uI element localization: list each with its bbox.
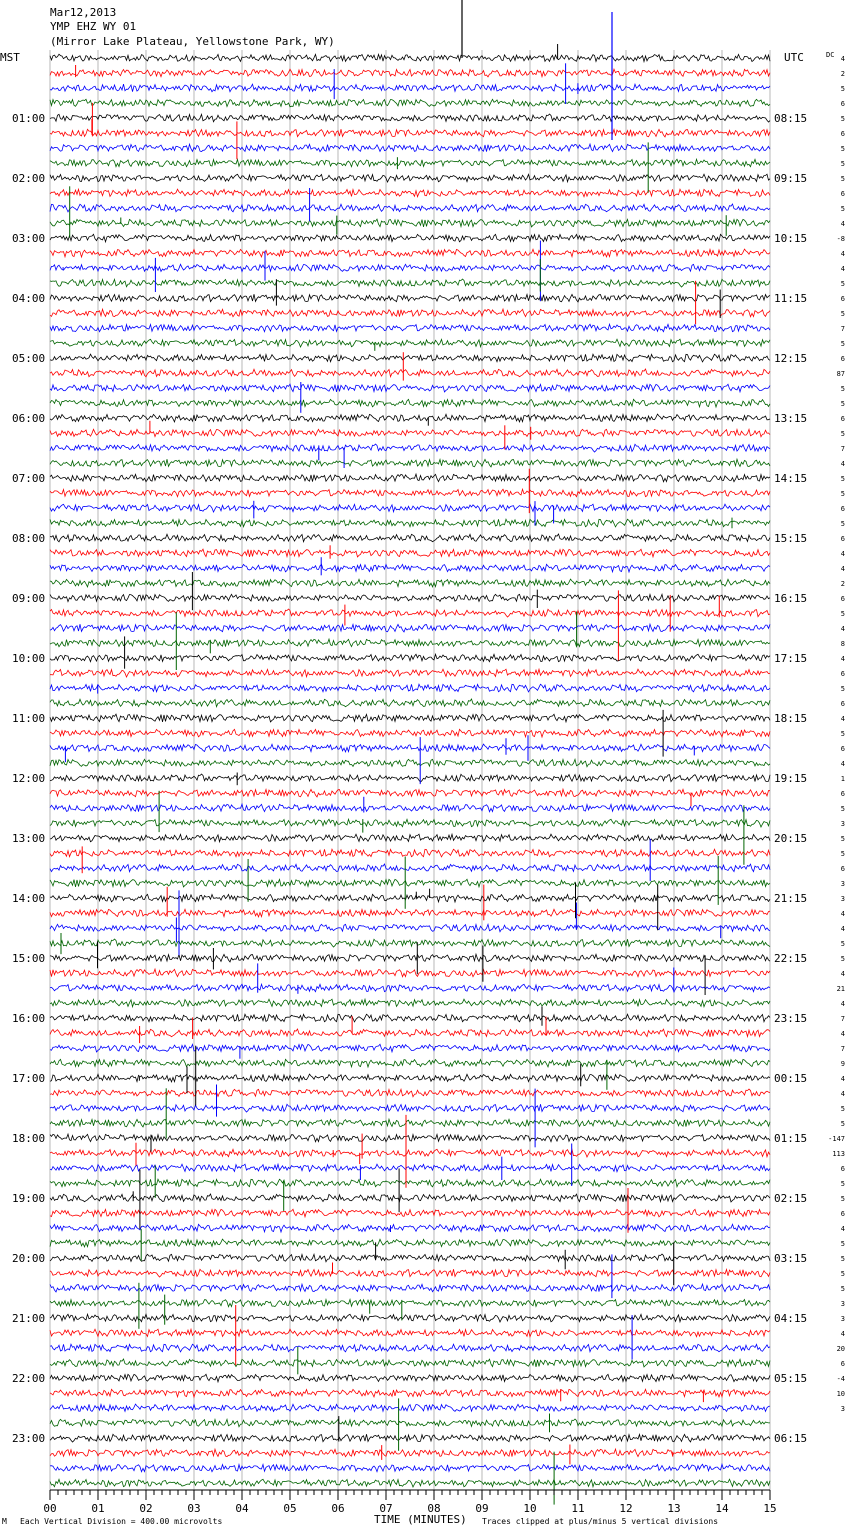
dc-offset-value: 6 [840, 415, 845, 423]
seismic-trace [50, 1164, 770, 1172]
dc-offset-value: 4 [840, 250, 845, 258]
seismic-trace [50, 834, 770, 842]
seismic-trace [50, 924, 770, 931]
left-hour-label: 22:00 [12, 1372, 46, 1385]
dc-offset-value: 6 [840, 865, 845, 873]
seismic-trace [50, 1209, 770, 1217]
left-hour-label: 19:00 [12, 1192, 46, 1205]
dc-offset-value: 4 [840, 1075, 845, 1083]
seismic-trace [50, 1074, 770, 1082]
dc-offset-value: 21 [836, 985, 845, 993]
dc-offset-value: 6 [840, 535, 845, 543]
footer-left-mark: M [2, 1517, 7, 1526]
dc-offset-value: 3 [840, 1315, 845, 1323]
dc-offset-value: 20 [836, 1345, 845, 1353]
left-hour-label: 10:00 [12, 652, 46, 665]
dc-offset-value: 5 [840, 160, 845, 168]
dc-offset-value: 4 [840, 1000, 845, 1008]
seismic-trace [50, 684, 770, 692]
seismic-trace [50, 639, 770, 647]
seismic-trace [50, 324, 770, 331]
dc-offset-value: 5 [840, 430, 845, 438]
minute-gridlines [50, 50, 770, 1490]
dc-offset-value: 5 [840, 835, 845, 843]
seismic-trace [50, 789, 770, 797]
seismic-trace [50, 1254, 770, 1262]
seismic-trace [50, 909, 770, 917]
header-station: YMP EHZ WY 01 [50, 20, 137, 33]
seismic-trace [50, 864, 770, 872]
dc-offset-value: -147 [828, 1135, 845, 1143]
dc-label: DC [826, 51, 835, 59]
seismic-trace [50, 1059, 770, 1067]
dc-offset-value: 6 [840, 1360, 845, 1368]
dc-offset-value: 5 [840, 610, 845, 618]
footer-scale-note: Each Vertical Division = 400.00 microvolts [20, 1517, 223, 1526]
right-hour-label: 04:15 [774, 1312, 808, 1325]
right-hour-label: 14:15 [774, 472, 808, 485]
seismic-trace [50, 534, 770, 542]
seismic-trace [50, 969, 770, 977]
dc-offset-value: 5 [840, 1255, 845, 1263]
seismic-trace [50, 264, 770, 271]
dc-offset-value: 4 [840, 220, 845, 228]
dc-offset-value: 5 [840, 520, 845, 528]
seismic-trace [50, 939, 770, 947]
left-hour-labels [12, 112, 45, 1445]
seismic-trace [50, 1374, 770, 1382]
dc-offset-value: 5 [840, 145, 845, 153]
dc-offset-value: 5 [840, 280, 845, 288]
dc-offset-value: 4 [840, 760, 845, 768]
x-tick-label: 09 [475, 1502, 489, 1515]
left-hour-label: 18:00 [12, 1132, 46, 1145]
seismic-trace [50, 1014, 770, 1022]
seismic-trace [50, 1179, 770, 1187]
seismic-trace [50, 249, 770, 257]
seismic-trace [50, 1134, 770, 1142]
seismic-trace [50, 819, 770, 827]
seismic-trace [50, 1449, 770, 1457]
x-tick-label: 00 [43, 1502, 57, 1515]
dc-offset-value: 5 [840, 940, 845, 948]
left-hour-label: 05:00 [12, 352, 46, 365]
right-hour-label: 22:15 [774, 952, 808, 965]
dc-offset-value: 2 [840, 580, 845, 588]
dc-offset-value: 4 [840, 1090, 845, 1098]
seismic-trace [50, 219, 770, 227]
dc-offset-value: 6 [840, 190, 845, 198]
seismic-trace [50, 369, 770, 377]
seismic-trace [50, 444, 770, 452]
dc-offset-value: 113 [832, 1150, 845, 1158]
seismic-trace [50, 669, 770, 677]
left-hour-label: 04:00 [12, 292, 46, 305]
dc-offset-value: 5 [840, 85, 845, 93]
x-axis-title: TIME (MINUTES) [374, 1513, 467, 1526]
x-tick-label: 01 [91, 1502, 105, 1515]
right-hour-label: 02:15 [774, 1192, 808, 1205]
seismic-trace [50, 894, 770, 902]
seismic-trace [50, 69, 770, 77]
dc-offset-value: 8 [840, 640, 845, 648]
dc-offset-value: 6 [840, 700, 845, 708]
dc-offset-value: 3 [840, 880, 845, 888]
dc-offset-value: 4 [840, 655, 845, 663]
dc-offset-value: 6 [840, 295, 845, 303]
seismic-trace [50, 564, 770, 572]
seismic-traces [50, 54, 770, 1487]
left-hour-label: 17:00 [12, 1072, 46, 1085]
left-timezone-label: MST [0, 51, 20, 64]
dc-offset-value: 3 [840, 1300, 845, 1308]
dc-offset-value: 6 [840, 790, 845, 798]
seismic-trace [50, 1329, 770, 1337]
dc-offset-value: 4 [840, 550, 845, 558]
x-tick-label: 06 [331, 1502, 345, 1515]
dc-offset-value: 6 [840, 670, 845, 678]
seismic-trace [50, 549, 770, 557]
right-hour-label: 23:15 [774, 1012, 808, 1025]
dc-offset-value: 5 [840, 1270, 845, 1278]
seismic-trace [50, 489, 770, 496]
x-tick-label: 14 [715, 1502, 729, 1515]
seismic-trace [50, 594, 770, 601]
dc-offset-value: 6 [840, 1210, 845, 1218]
right-hour-label: 13:15 [774, 412, 808, 425]
dc-offset-value: 6 [840, 595, 845, 603]
dc-offset-value: 5 [840, 1240, 845, 1248]
x-tick-label: 07 [379, 1502, 393, 1515]
dc-offset-value: 6 [840, 100, 845, 108]
seismic-trace [50, 1464, 770, 1471]
x-tick-label: 02 [139, 1502, 153, 1515]
seismic-trace [50, 609, 770, 617]
seismic-trace [50, 1029, 770, 1037]
dc-offset-value: 5 [840, 730, 845, 738]
dc-offset-value: 3 [840, 820, 845, 828]
right-hour-label: 21:15 [774, 892, 808, 905]
seismic-trace [50, 954, 770, 962]
seismic-trace [50, 654, 770, 661]
dc-offset-value: 5 [840, 1285, 845, 1293]
seismic-trace [50, 459, 770, 467]
dc-offset-value: 5 [840, 1195, 845, 1203]
seismic-trace [50, 1404, 770, 1412]
seismic-trace [50, 1104, 770, 1112]
left-hour-label: 06:00 [12, 412, 46, 425]
event-spikes [61, 0, 744, 1505]
dc-offset-value: 6 [840, 745, 845, 753]
seismic-trace [50, 1119, 770, 1127]
seismic-trace [50, 84, 770, 92]
dc-offset-value: 4 [840, 460, 845, 468]
x-tick-label: 15 [763, 1502, 777, 1515]
right-hour-label: 10:15 [774, 232, 808, 245]
seismic-trace [50, 279, 770, 287]
seismic-trace [50, 129, 770, 137]
x-tick-label: 04 [235, 1502, 249, 1515]
right-hour-label: 09:15 [774, 172, 808, 185]
left-hour-label: 12:00 [12, 772, 46, 785]
dc-offset-value: 7 [840, 1045, 845, 1053]
seismic-trace [50, 1089, 770, 1097]
x-tick-label: 05 [283, 1502, 297, 1515]
seismic-trace [50, 1434, 770, 1442]
dc-offset-value: 4 [840, 625, 845, 633]
seismic-trace [50, 504, 770, 512]
seismic-trace [50, 1359, 770, 1367]
seismic-trace [50, 984, 770, 992]
left-hour-label: 20:00 [12, 1252, 46, 1265]
dc-offset-value: 9 [840, 1060, 845, 1068]
right-hour-label: 03:15 [774, 1252, 808, 1265]
seismic-trace [50, 204, 770, 212]
dc-offset-value: 7 [840, 1015, 845, 1023]
dc-offset-value: 6 [840, 355, 845, 363]
seismic-trace [50, 1194, 770, 1202]
left-hour-label: 15:00 [12, 952, 46, 965]
seismic-trace [50, 1239, 770, 1247]
right-hour-label: 01:15 [774, 1132, 808, 1145]
right-hour-label: 08:15 [774, 112, 808, 125]
seismic-trace [50, 159, 770, 166]
seismic-trace [50, 1479, 770, 1487]
seismic-trace [50, 1269, 770, 1277]
dc-offset-value: 4 [840, 565, 845, 573]
dc-offset-value: 4 [840, 970, 845, 978]
seismic-trace [50, 429, 770, 436]
seismic-trace [50, 714, 770, 722]
left-hour-label: 11:00 [12, 712, 46, 725]
left-hour-label: 16:00 [12, 1012, 46, 1025]
x-tick-label: 13 [667, 1502, 681, 1515]
seismic-trace [50, 354, 770, 362]
dc-offset-value: 3 [840, 895, 845, 903]
dc-offset-value: 5 [840, 115, 845, 123]
dc-offset-value: 6 [840, 1165, 845, 1173]
left-hour-label: 03:00 [12, 232, 46, 245]
dc-offset-value: 7 [840, 325, 845, 333]
right-hour-label: 05:15 [774, 1372, 808, 1385]
right-hour-label: 18:15 [774, 712, 808, 725]
dc-offset-value: 5 [840, 205, 845, 213]
dc-offset-value: 4 [840, 1225, 845, 1233]
dc-offset-value: 7 [840, 445, 845, 453]
x-axis [43, 1490, 776, 1515]
seismic-trace [50, 399, 770, 407]
dc-offset-value: 5 [840, 490, 845, 498]
seismic-trace [50, 519, 770, 527]
left-hour-label: 13:00 [12, 832, 46, 845]
seismic-trace [50, 1419, 770, 1427]
right-hour-label: 15:15 [774, 532, 808, 545]
dc-offset-value: 5 [840, 1120, 845, 1128]
right-hour-label: 20:15 [774, 832, 808, 845]
seismic-trace [50, 999, 770, 1007]
dc-offset-value: 6 [840, 130, 845, 138]
left-hour-label: 01:00 [12, 112, 46, 125]
left-hour-label: 14:00 [12, 892, 46, 905]
seismic-trace [50, 1284, 770, 1292]
seismic-trace [50, 804, 770, 812]
left-hour-label: 07:00 [12, 472, 46, 485]
dc-offset-value: 5 [840, 1105, 845, 1113]
right-hour-label: 17:15 [774, 652, 808, 665]
left-hour-label: 02:00 [12, 172, 46, 185]
dc-offset-value: 4 [840, 1030, 845, 1038]
dc-offset-value: 3 [840, 1405, 845, 1413]
left-hour-label: 09:00 [12, 592, 46, 605]
seismic-trace [50, 744, 770, 752]
dc-offset-values [828, 55, 845, 1413]
seismic-trace [50, 1300, 770, 1307]
header-location: (Mirror Lake Plateau, Yellowstone Park, WY) [50, 35, 335, 48]
seismic-trace [50, 1389, 770, 1397]
dc-offset-value: 5 [840, 385, 845, 393]
right-hour-label: 19:15 [774, 772, 808, 785]
right-hour-label: 16:15 [774, 592, 808, 605]
left-hour-label: 23:00 [12, 1432, 46, 1445]
dc-offset-value: 5 [840, 400, 845, 408]
left-hour-label: 08:00 [12, 532, 46, 545]
footer-clip-note: Traces clipped at plus/minus 5 vertical divisions [482, 1517, 719, 1526]
dc-offset-value: 4 [840, 925, 845, 933]
dc-offset-value: 4 [840, 910, 845, 918]
dc-offset-value: 5 [840, 805, 845, 813]
seismic-trace [50, 384, 770, 392]
seismic-trace [50, 99, 770, 107]
seismic-trace [50, 729, 770, 737]
dc-offset-value: 6 [840, 505, 845, 513]
seismic-trace [50, 54, 770, 61]
seismic-trace [50, 759, 770, 766]
seismic-trace [50, 474, 770, 482]
dc-offset-value: 5 [840, 175, 845, 183]
seismic-trace [50, 1344, 770, 1352]
x-tick-label: 11 [571, 1502, 585, 1515]
dc-offset-value: 4 [840, 55, 845, 63]
seismic-trace [50, 849, 770, 857]
right-hour-label: 00:15 [774, 1072, 808, 1085]
x-tick-label: 10 [523, 1502, 537, 1515]
dc-offset-value: 4 [840, 1330, 845, 1338]
seismic-trace [50, 1224, 770, 1232]
dc-offset-value: 1 [840, 775, 845, 783]
seismic-trace [50, 699, 770, 707]
right-timezone-label: UTC [784, 51, 804, 64]
dc-offset-value: 5 [840, 340, 845, 348]
dc-offset-value: 5 [840, 850, 845, 858]
seismic-trace [50, 774, 770, 782]
right-hour-label: 06:15 [774, 1432, 808, 1445]
dc-offset-value: 5 [840, 310, 845, 318]
seismic-trace [50, 114, 770, 122]
dc-offset-value: -4 [836, 1375, 845, 1383]
x-tick-label: 08 [427, 1502, 441, 1515]
left-hour-label: 21:00 [12, 1312, 46, 1325]
dc-offset-value: 2 [840, 70, 845, 78]
dc-offset-value: 5 [840, 1180, 845, 1188]
seismic-trace [50, 339, 770, 347]
seismic-trace [50, 174, 770, 182]
seismic-trace [50, 294, 770, 302]
seismic-trace [50, 579, 770, 587]
seismic-trace [50, 234, 770, 242]
seismic-trace [50, 1044, 770, 1052]
dc-offset-value: 5 [840, 955, 845, 963]
dc-offset-value: 5 [840, 685, 845, 693]
dc-offset-value: 4 [840, 715, 845, 723]
seismic-trace [50, 1314, 770, 1322]
seismic-trace [50, 414, 770, 422]
right-hour-label: 12:15 [774, 352, 808, 365]
seismic-trace [50, 144, 770, 152]
seismic-trace [50, 879, 770, 887]
dc-offset-value: 10 [836, 1390, 845, 1398]
x-tick-label: 03 [187, 1502, 201, 1515]
seismic-trace [50, 309, 770, 317]
dc-offset-value: 4 [840, 265, 845, 273]
right-hour-label: 11:15 [774, 292, 808, 305]
header-date: Mar12,2013 [50, 6, 117, 19]
right-hour-labels [774, 112, 807, 1445]
seismic-trace [50, 624, 770, 632]
dc-offset-value: 5 [840, 475, 845, 483]
x-tick-label: 12 [619, 1502, 633, 1515]
seismic-trace [50, 1149, 770, 1157]
seismic-trace [50, 189, 770, 197]
dc-offset-value: -8 [836, 235, 845, 243]
dc-offset-value: 87 [836, 370, 845, 378]
